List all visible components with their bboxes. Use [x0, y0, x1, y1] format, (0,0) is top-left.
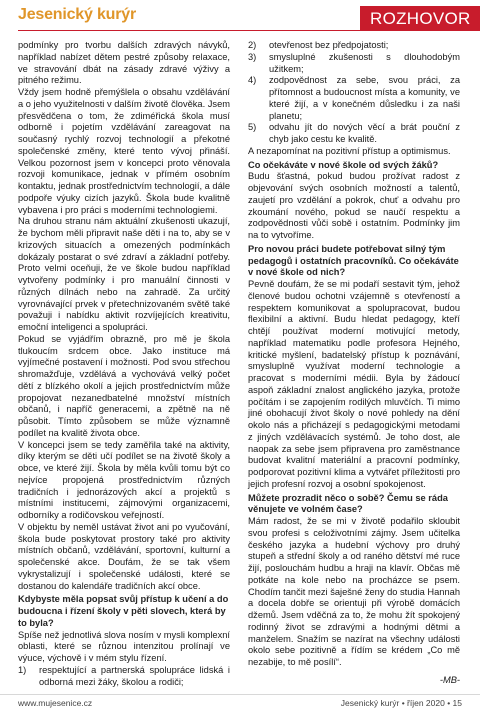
- paragraph: Mám radost, že se mi v životě podařilo skloubit svou profesi s celoživotními zájmy. Jsem učitelka českého jazyka a hudební výchovy pro druhý stupeň a střední školy a od raného dětství mé ruce žijí, poslouchám hudbu a hraji na klavír. Občas mě potkáte na kole nebo na procházce se psem. Chodím tančit mezi šaješné ženy do studia Hannah a docela dobře se orientuji při výrobě domácích džemů. Jsem vděčná za to, že mohu žít spokojený rodinný život se zdravými a hodnými dětmi a manželem. Snažím se nazírat na všechny události okolo sebe pozitivně a řídím se krédem „Co mě nezabije, to mě posílí“.: [248, 516, 460, 667]
- list-item: [248, 75, 460, 122]
- footer-website-link[interactable]: www.mujesenice.cz: [18, 698, 93, 708]
- footer-issue-info: Jesenický kurýr • říjen 2020 • 15: [340, 698, 462, 708]
- paragraph: Pokud se vyjádřím obrazně, pro mě je škola tlukoucím srdcem obce. Jako instituce má vyjímečné postavení i možnosti. Pod svou střechou shromažďuje, vzdělává a vychovává velký počet dětí z blízkého okolí a jejich prostřednictvím může propojovat nezanedbatelné množství místních občanů, i napříč generacemi, a zpětně na ně působit. Tímto způsobem se může významně podílet na kvalitě života obce.: [18, 333, 230, 438]
- logo-word-1: Jesenický: [18, 6, 93, 23]
- numbered-list: [248, 40, 460, 146]
- paragraph: V koncepci jsem se tedy zaměřila také na aktivity, díky kterým se děti učí podílet se na životě školy a obce, ve které žijí. Škola by měla kvůli tomu být co nejvíce propojená prostřednictvím různých tradičních i jednorázových akcí a projektů s místními institucemi, zájmovými organizacemi, odborníky a rodičovskou veřejností.: [18, 439, 230, 520]
- paragraph: Budu šťastná, pokud budou prožívat radost z objevování svých osobních možností a talentů, zaujetí pro vzdělání a pokrok, chuť a odvahu pro zkoumání nového, pokud se naučí respektu a zodpovědnosti vůči sobě i ostatním. Podmínky jim na to vytvoříme.: [248, 171, 460, 240]
- list-number: 4): [248, 75, 257, 86]
- question-heading: Co očekáváte v nové škole od svých žáků?: [248, 159, 439, 170]
- list-text: odvahu jít do nových věcí a brát pouční z chyb jako cestu ke kvalitě.: [269, 122, 460, 144]
- list-text: zodpovědnost za sebe, svou práci, za přítomnost a budoucnost místa a komunity, ve které žijí, a v konečném důsledku i za naši planetu;: [269, 75, 460, 121]
- list-text: smysluplné zkušenosti s dlouhodobým užitkem;: [269, 51, 460, 74]
- paragraph: Pevně doufám, že se mi podaří sestavit tým, jehož členové budou ochotni vzájemně s otevřeností a respektem komunikovat a spolupracovat, budou flexibilní a aktivní. Budu hledat pedagogy, kteří chtějí používat moderní motivující metody, například matematiku podle profesora Hejného, kritické myšlení, badatelský přístup k poznávání, smysluplně využívat moderní technologie a pracovat s moderními médii. Byla by žádoucí aspoň základní znalost anglického jazyka, protože počítám i se zapojením rodilých mluvčích. Ti mimo jiné obohacují život školy o nové pohledy na dění okolo nás a přicházejí s pedagogickými metodami z jiných vzdělávacích systémů. Je toho dost, ale naopak za sebe jsem připravena pro zaměstnance budovat kvalitní materiální a pracovní podmínky, podporovat pozitivní klima a vytvářet příležitosti pro jejich profesní rozvoj a osobní spokojenost.: [248, 279, 460, 489]
- right-column: [248, 40, 460, 687]
- footer-rule: [0, 694, 480, 695]
- list-item: [248, 122, 460, 146]
- section-label: ROZHOVOR: [360, 6, 480, 31]
- page-header: [0, 0, 480, 34]
- list-number: 3): [248, 51, 257, 62]
- list-number: 5): [248, 122, 257, 133]
- paragraph: A nezapomínat na pozitivní přístup a optimismus.: [248, 145, 451, 156]
- list-text: respektující a partnerská spolupráce lidská i odborná mezi žáky, školou a rodiči;: [39, 664, 230, 687]
- question-heading: Kdybyste měla popsat svůj přístup k učení a do budoucna i řízení školy v pěti slovech, která by to byla?: [18, 594, 229, 628]
- question-heading: Pro novou práci budete potřebovat silný tým pedagogů i ostatních pracovníků. Co očekáváte v nové škole od nich?: [248, 243, 459, 278]
- list-item: [248, 52, 460, 76]
- list-item: [248, 40, 460, 52]
- paragraph: Na druhou stranu nám aktuální zkušenosti ukazují, že bychom měli připravit naše děti i na to, aby se v krizových situacích a omezených podmínkách dokázaly postarat o své zdraví a základní potřeby. Proto velmi oceňuji, že ve škole budou například vytvořeny podmínky i pro manuální činnosti v různých dílnách nebo na zahradě. Za určitý vyrovnávající prvek v přetechnizovaném světě také považuji i nabídku aktivit rozvíjejících kreativitu, emoční inteligenci a spolupráci.: [18, 216, 230, 332]
- paragraph: Vždy jsem hodně přemýšlela o obsahu vzdělávání a o jeho využitelnosti v dalším životě člověka. Jsem přesvědčena o tom, že zdiméřická škola musí odborně i pojetím vzdělávání zareagovat na současný rychlý rozvoj technologií a překotné společenské změny, které tento vývoj přináší. Velkou pozornost jsem v koncepci proto věnovala rozvoji komunikace, jednak v přímém osobním kontaktu, jednak prostřednictvím technologií, a dále podpoře výuky cizích jazyků. Škola bude kvalitně vybavena i pro práci s moderními technologiemi.: [18, 87, 230, 215]
- list-item: [18, 665, 230, 689]
- paragraph: podmínky pro tvorbu dalších zdravých návyků, například nabízet dětem pestré způsoby relaxace, ve stravování dbát na zásady zdravé výživy a pitného režimu.: [18, 40, 230, 86]
- list-number: 1): [18, 664, 27, 675]
- numbered-list: [18, 665, 230, 689]
- list-text: otevřenost bez předpojatosti;: [269, 40, 389, 50]
- left-column: [18, 40, 230, 688]
- magazine-logo: [18, 6, 136, 24]
- header-rule: [18, 30, 480, 31]
- question-heading: Můžete prozradit něco o sobě? Čemu se ráda věnujete ve volném čase?: [248, 492, 448, 515]
- paragraph: Spíše než jednotlivá slova nosím v mysli komplexní oblasti, které se různou intenzitou prolínají ve výuce, výchově i v mém stylu řízení.: [18, 629, 230, 663]
- logo-word-2: kurýr: [96, 6, 136, 23]
- paragraph: V objektu by neměl ustávat život ani po vyučování, škola bude poskytovat prostory také pro aktivity místních občanů, vzdělávání, sportovní, kulturní a společenské akce. Doufám, že se tak všem vykrystalizují i společenské události, které se dostanou do kalendáře tradičních akcí obce.: [18, 521, 230, 591]
- list-number: 2): [248, 40, 257, 50]
- author-signature: -MB-: [439, 674, 460, 685]
